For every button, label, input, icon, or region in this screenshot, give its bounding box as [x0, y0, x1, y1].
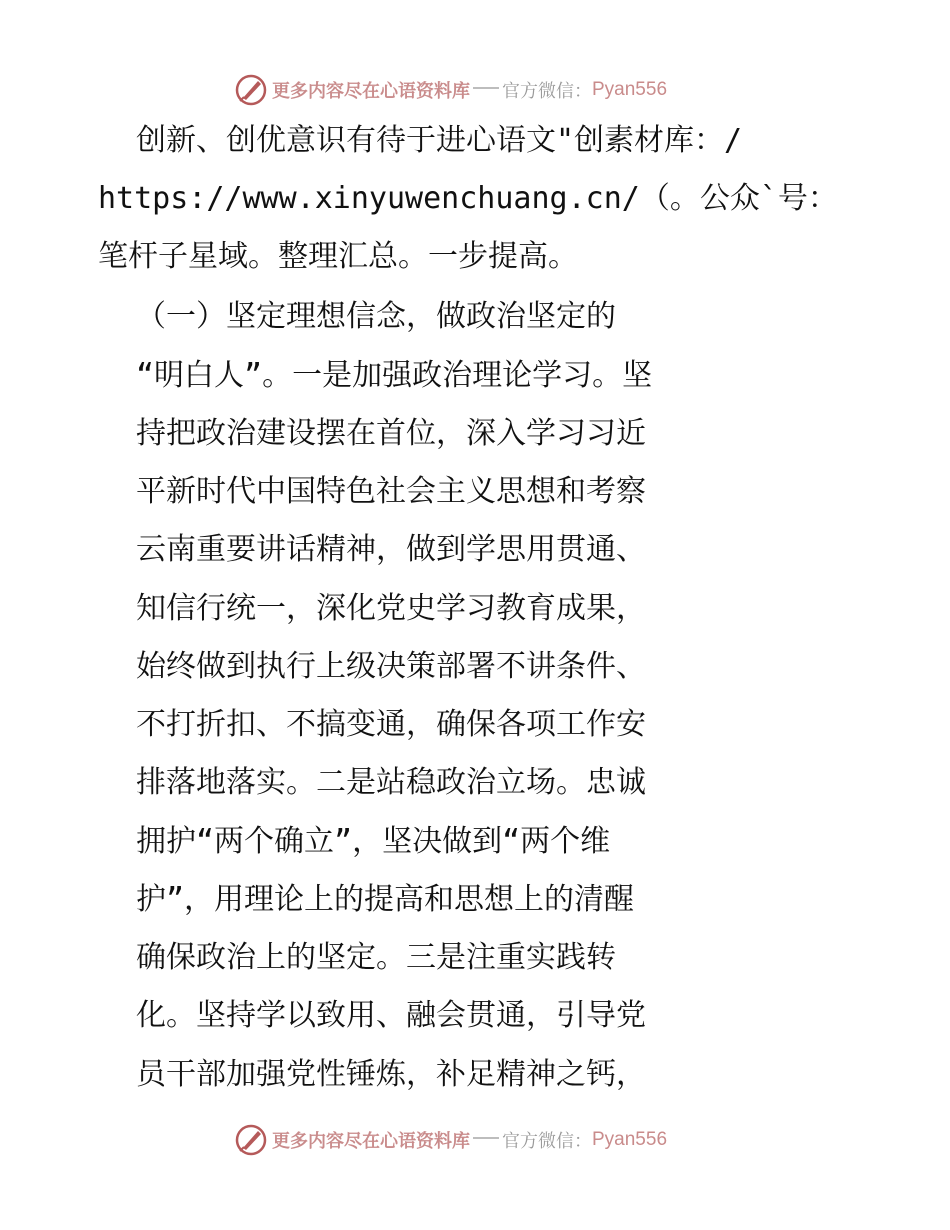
banner-wechat-id: Pyan556: [592, 1129, 668, 1150]
banner-wechat-id: Pyan556: [592, 79, 668, 100]
text-line: 护”，用理论上的提高和思想上的清醒: [136, 882, 635, 917]
text-line: 始终做到执行上级决策部署不讲条件、: [136, 649, 646, 684]
banner-divider: [473, 1137, 499, 1139]
header-banner: [234, 72, 714, 108]
banner-divider: [473, 87, 499, 89]
text-line: 拥护“两个确立”，坚决做到“两个维: [136, 824, 611, 859]
text-line: 知信行统一，深化党史学习教育成果，: [136, 591, 646, 626]
text-line: 笔杆子星域。整理汇总。一步提高。: [98, 239, 578, 274]
text-line: 平新时代中国特色社会主义思想和考察: [136, 474, 646, 509]
footer-banner: [234, 1122, 714, 1158]
banner-site-text: 更多内容尽在心语资料库: [272, 1131, 470, 1152]
text-line: （一）坚定理想信念，做政治坚定的: [136, 299, 616, 334]
quill-logo-icon: [234, 1123, 268, 1157]
text-line: 确保政治上的坚定。三是注重实践转: [136, 940, 616, 975]
text-line: 创新、创优意识有待于进心语文"创素材库：/: [136, 123, 743, 158]
text-line: 持把政治建设摆在首位，深入学习习近: [136, 416, 646, 451]
text-line: 化。坚持学以致用、融会贯通，引导党: [136, 998, 646, 1033]
text-line: “明白人”。一是加强政治理论学习。坚: [136, 358, 653, 393]
text-line: 员干部加强党性锤炼，补足精神之钙，: [136, 1057, 646, 1092]
text-line: 排落地落实。二是站稳政治立场。忠诚: [136, 765, 646, 800]
quill-logo-icon: [234, 73, 268, 107]
text-line: 不打折扣、不搞变通，确保各项工作安: [136, 707, 646, 742]
text-line: https://www.xinyuwenchuang.cn/（。公众`号：: [98, 181, 838, 216]
banner-wechat-label: 官方微信：: [502, 81, 592, 102]
text-line: 云南重要讲话精神，做到学思用贯通、: [136, 532, 646, 567]
banner-site-text: 更多内容尽在心语资料库: [272, 81, 470, 102]
banner-wechat-label: 官方微信：: [502, 1131, 592, 1152]
